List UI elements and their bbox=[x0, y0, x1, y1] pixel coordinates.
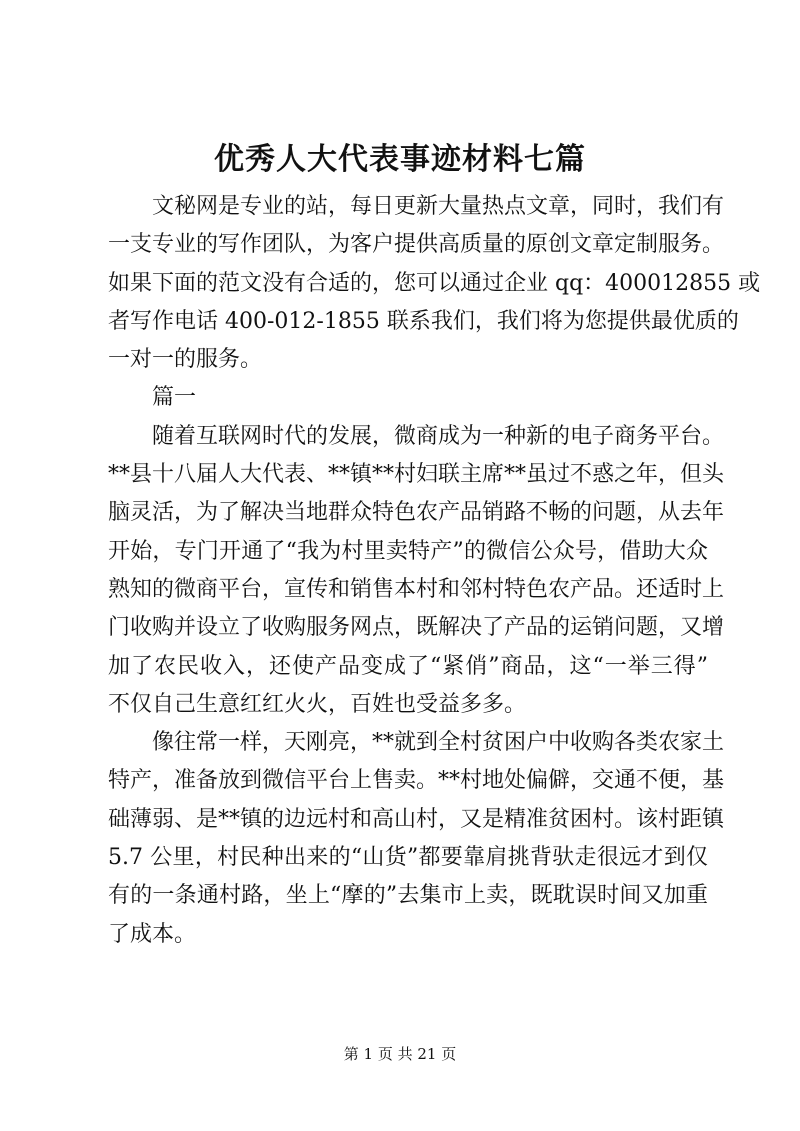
document-body bbox=[108, 188, 761, 954]
paragraph-line: 脑灵活，为了解决当地群众特色农产品销路不畅的问题，从去年 bbox=[108, 500, 725, 526]
paragraph-line: 础薄弱、是**镇的边远村和高山村，又是精准贫困村。该村距镇 bbox=[108, 806, 725, 832]
paragraph-line: 不仅自己生意红红火火，百姓也受益多多。 bbox=[108, 691, 527, 717]
section-heading: 篇一 bbox=[108, 385, 197, 411]
paragraph-line: 随着互联网时代的发展，微商成为一种新的电子商务平台。 bbox=[108, 423, 725, 449]
paragraph-line: **县十八届人大代表、**镇**村妇联主席**虽过不惑之年，但头 bbox=[108, 462, 725, 488]
paragraph-line: 一支专业的写作团队，为客户提供高质量的原创文章定制服务。 bbox=[108, 232, 725, 258]
document-title: 优秀人大代表事迹材料七篇 bbox=[214, 142, 586, 177]
paragraph-line: 5.7 公里，村民种出来的“山货”都要靠肩挑背驮走很远才到仅 bbox=[108, 845, 708, 871]
paragraph-line: 特产，准备放到微信平台上售卖。**村地处偏僻，交通不便，基 bbox=[108, 768, 725, 794]
paragraph-line: 文秘网是专业的站，每日更新大量热点文章，同时，我们有 bbox=[108, 194, 725, 219]
paragraph-line: 像往常一样，天刚亮，**就到全村贫困户中收购各类农家土 bbox=[108, 730, 725, 756]
paragraph-line: 者写作电话 400-012-1855 联系我们，我们将为您提供最优质的 bbox=[108, 308, 739, 334]
paragraph-line: 了成本。 bbox=[108, 921, 197, 947]
paragraph-line: 开始，专门开通了“我为村里卖特产”的微信公众号，借助大众 bbox=[108, 538, 708, 564]
paragraph-line: 一对一的服务。 bbox=[108, 347, 263, 373]
paragraph-line: 门收购并设立了收购服务网点，既解决了产品的运销问题，又增 bbox=[108, 615, 725, 641]
page-indicator: 第 1 页 共 21 页 bbox=[343, 1045, 457, 1063]
paragraph-line: 加了农民收入，还使产品变成了“紧俏”商品，这“一举三得” bbox=[108, 653, 708, 679]
paragraph-line: 如果下面的范文没有合适的，您可以通过企业 qq：400012855 或 bbox=[108, 270, 761, 296]
paragraph-line: 熟知的微商平台，宣传和销售本村和邻村特色农产品。还适时上 bbox=[108, 576, 725, 602]
paragraph-line: 有的一条通村路，坐上“摩的”去集市上卖，既耽误时间又加重 bbox=[108, 883, 708, 909]
